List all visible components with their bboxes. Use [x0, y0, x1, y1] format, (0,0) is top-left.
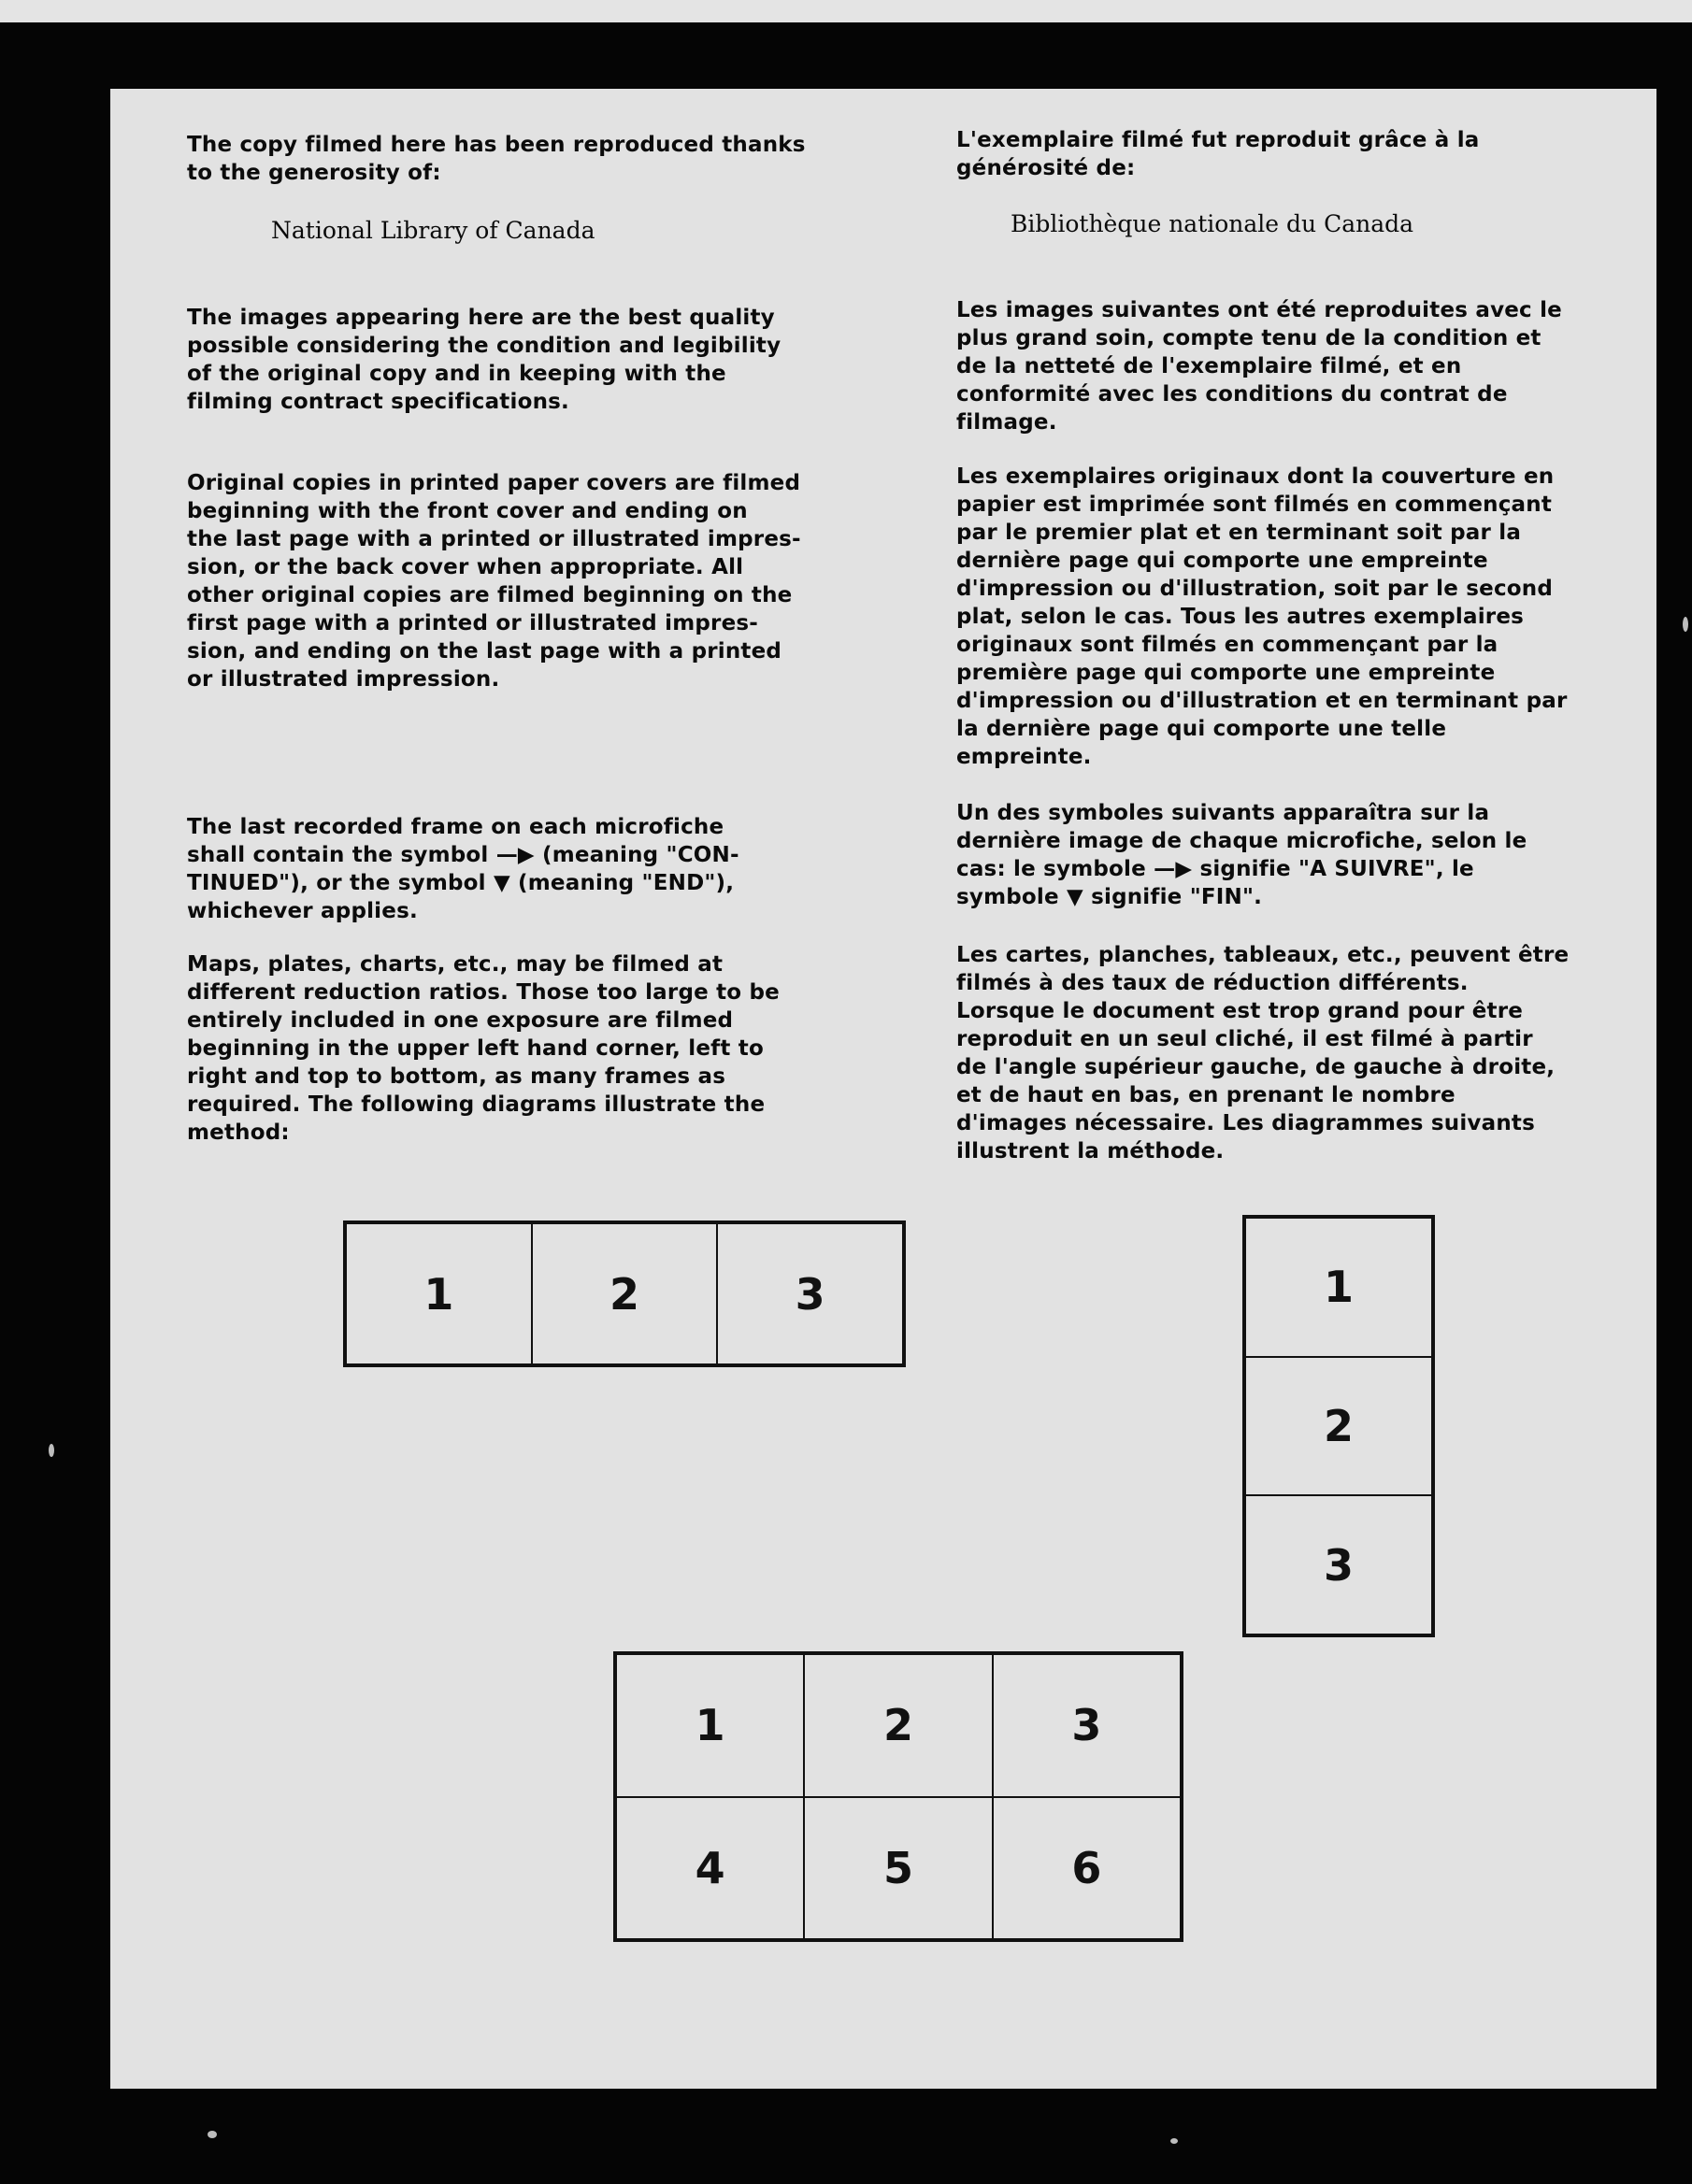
scan-artifact	[1683, 617, 1688, 632]
reduction-ratio-fr: Les cartes, planches, tableaux, etc., peuvent être filmés à des taux de réduction différents. Lorsque le document est trop grand pour être reproduit en un seul cliché, il est filmé à partir de l'angle supérieur gauche, de gauche à droite, et de haut en bas, en prenant le nombre d'images nécessaire. Les diagrammes suivants illustrent la méthode.	[956, 943, 1570, 1163]
diagram-cell: 6	[993, 1797, 1181, 1940]
diagram-cell: 3	[1245, 1495, 1432, 1634]
diagram-cell: 3	[993, 1654, 1181, 1797]
diagram-cell: 2	[804, 1654, 992, 1797]
scan-artifact	[49, 1444, 54, 1457]
frame-symbol-fr: Un des symboles suivants apparaîtra sur la dernière image de chaque microfiche, selon le cas: le symbole —▶ signifie "A SUIVRE", le symbole ▼ signifie "FIN".	[956, 801, 1527, 909]
horizontal-frame-diagram	[343, 1220, 906, 1367]
vertical-frame-diagram	[1242, 1215, 1435, 1637]
frame-symbol-en: The last recorded frame on each microfiche shall contain the symbol —▶ (meaning "CON- TINUED"), or the symbol ▼ (meaning "END"), whichever applies.	[187, 815, 739, 923]
institution-name-fr: Bibliothèque nationale du Canada	[1011, 210, 1414, 237]
diagram-cell: 2	[1245, 1357, 1432, 1496]
scan-artifact	[208, 2131, 217, 2138]
top-edge-strip	[0, 0, 1692, 22]
filming-order-en: Original copies in printed paper covers are filmed beginning with the front cover and ending on the last page with a printed or illustrated impres- sion, or the back cover when appropriate. All other original copies are filmed beginning on the first page with a printed or illustrated impres- sion, and ending on the last page with a printed or illustrated impression.	[187, 471, 801, 692]
reproduction-credit-fr: L'exemplaire filmé fut reproduit grâce à la générosité de:	[956, 128, 1480, 180]
diagram-cell: 2	[532, 1223, 718, 1364]
diagram-cell: 5	[804, 1797, 992, 1940]
diagram-cell: 1	[616, 1654, 804, 1797]
image-quality-en: The images appearing here are the best quality possible considering the condition and legibility of the original copy and in keeping with the filming contract specifications.	[187, 306, 781, 414]
diagram-cell: 1	[346, 1223, 532, 1364]
filming-order-fr: Les exemplaires originaux dont la couverture en papier est imprimée sont filmés en commençant par le premier plat et en terminant soit par la dernière page qui comporte une empreinte d'impression ou d'illustration, soit par le second plat, selon le cas. Tous les autres exemplaires originaux sont filmés en commençant par la première page qui comporte une empreinte d'impression ou d'illustration et en terminant par la dernière page qui comporte une telle empreinte.	[956, 464, 1568, 769]
document-page	[110, 89, 1656, 2089]
diagram-cell: 3	[717, 1223, 903, 1364]
diagram-cell: 4	[616, 1797, 804, 1940]
reproduction-credit-en: The copy filmed here has been reproduced thanks to the generosity of:	[187, 133, 806, 185]
scan-artifact	[1170, 2138, 1178, 2144]
diagram-cell: 1	[1245, 1218, 1432, 1357]
grid-frame-diagram	[613, 1651, 1183, 1942]
institution-name-en: National Library of Canada	[271, 217, 595, 244]
image-quality-fr: Les images suivantes ont été reproduites avec le plus grand soin, compte tenu de la condition et de la netteté de l'exemplaire filmé, et en conformité avec les conditions du contrat de filmage.	[956, 298, 1562, 435]
reduction-ratio-en: Maps, plates, charts, etc., may be filmed at different reduction ratios. Those too large to be entirely included in one exposure are filmed beginning in the upper left hand corner, left to right and top to bottom, as many frames as required. The following diagrams illustrate the method:	[187, 952, 780, 1145]
